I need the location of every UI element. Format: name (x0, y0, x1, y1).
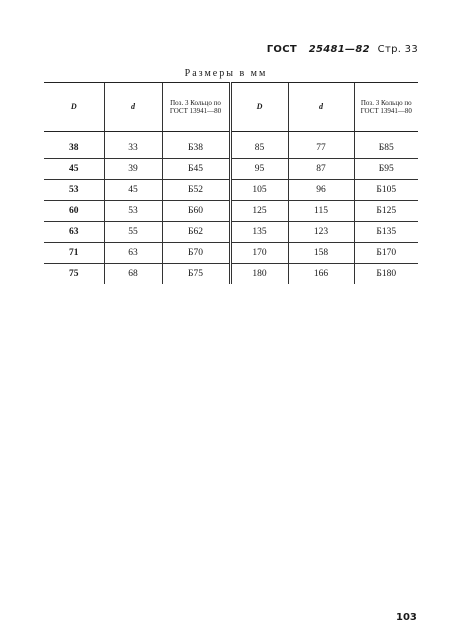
header-ring-left: Поз. 3 Кольцо по ГОСТ 13941—80 (162, 83, 230, 132)
page-header (267, 44, 418, 55)
table-cell: 170 (230, 243, 288, 264)
table-cell: 85 (230, 138, 288, 159)
table-row (44, 159, 418, 180)
table-cell: 158 (288, 243, 354, 264)
page-label: Стр. 33 (377, 44, 418, 55)
dimensions-table (44, 82, 418, 284)
table-header-row (44, 83, 418, 132)
table-cell: 166 (288, 264, 354, 285)
table-cell: Б70 (162, 243, 230, 264)
table-cell: Б60 (162, 201, 230, 222)
table-row (44, 264, 418, 285)
table-cell: 45 (44, 159, 104, 180)
table-cell: 95 (230, 159, 288, 180)
table-body (44, 132, 418, 285)
table-cell: Б52 (162, 180, 230, 201)
table-cell: 53 (104, 201, 162, 222)
header-d-right: d (288, 83, 354, 132)
table-row (44, 201, 418, 222)
table-cell: Б85 (354, 138, 418, 159)
table-cell: Б105 (354, 180, 418, 201)
table-row (44, 180, 418, 201)
table-cell: 77 (288, 138, 354, 159)
table-cell: 135 (230, 222, 288, 243)
table-cell: Б135 (354, 222, 418, 243)
table-row (44, 243, 418, 264)
table-cell: 125 (230, 201, 288, 222)
table-cell: 53 (44, 180, 104, 201)
standard-number: 25481—82 (308, 44, 370, 55)
table-caption: Размеры в мм (184, 68, 268, 79)
table-row (44, 222, 418, 243)
table-cell: 63 (44, 222, 104, 243)
page-number: 103 (396, 612, 417, 623)
table-cell: 45 (104, 180, 162, 201)
standard-label: ГОСТ (266, 44, 297, 55)
table-cell: Б38 (162, 138, 230, 159)
table-cell: 63 (104, 243, 162, 264)
table-cell: 33 (104, 138, 162, 159)
table-cell: 55 (104, 222, 162, 243)
table-cell: 71 (44, 243, 104, 264)
table-cell: 60 (44, 201, 104, 222)
table-cell: 180 (230, 264, 288, 285)
table-cell: Б45 (162, 159, 230, 180)
header-ring-right: Поз. 3 Кольцо по ГОСТ 13941—80 (354, 83, 418, 132)
table-cell: Б170 (354, 243, 418, 264)
table-cell: Б95 (354, 159, 418, 180)
header-D-left: D (44, 83, 104, 132)
table-cell: 39 (104, 159, 162, 180)
table-cell: 38 (44, 138, 104, 159)
table-cell: 68 (104, 264, 162, 285)
header-d-left: d (104, 83, 162, 132)
table-cell: 75 (69, 269, 79, 279)
header-D-right: D (230, 83, 288, 132)
table-cell: Б75 (162, 264, 230, 285)
table-cell: 96 (288, 180, 354, 201)
table-cell: 115 (288, 201, 354, 222)
table-cell: 87 (288, 159, 354, 180)
table-cell: 123 (288, 222, 354, 243)
table-cell: Б180 (354, 264, 418, 285)
table-cell: 105 (230, 180, 288, 201)
table-cell: Б62 (162, 222, 230, 243)
table-row (44, 138, 418, 159)
table-cell: Б125 (354, 201, 418, 222)
